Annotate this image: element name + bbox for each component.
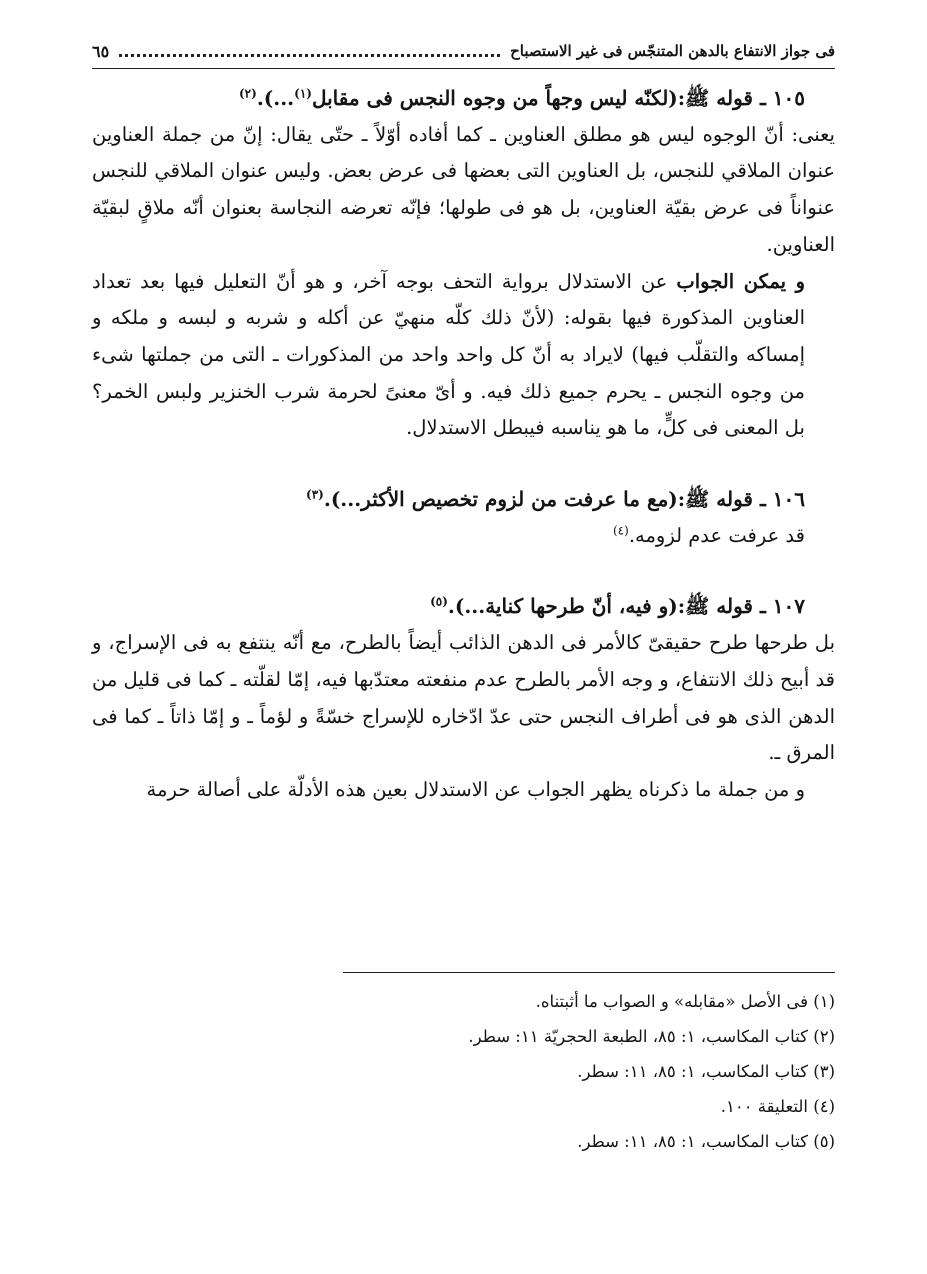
header-leader-dots xyxy=(119,54,500,57)
header-title: فى جواز الانتفاع بالدهن المتنجّس فى غير الاستصباح xyxy=(510,42,835,60)
footnote-separator xyxy=(343,972,835,973)
header-rule xyxy=(92,68,835,69)
section-107-heading: ١٠٧ ـ قوله ﷺ:(و فيه، أنّ طرحها كناية...).$^{(٥)}$ xyxy=(430,594,805,619)
footnote-ref-1[interactable]: (١) xyxy=(294,86,312,101)
section-105-heading: ١٠٥ ـ قوله ﷺ:(لكنّه ليس وجهاً من وجوه النجس فى مقابل$^{(١)}$...).$^{(٢)}$ xyxy=(238,86,805,110)
main-text xyxy=(92,80,835,809)
footnote-ref-2[interactable]: (٢) xyxy=(238,86,257,101)
footnote-5: (٥) كتاب المكاسب، ١: ٨٥، ١١: سطر. xyxy=(577,1132,835,1151)
section-105-paragraph-1: يعنى: أنّ الوجوه ليس هو مطلق العناوين ـ كما أفاده أوّلاً ـ حتّى يقال: إنّ من جملة العناوين عنوان الملاقي للنجس، بل العناوين التى بعضها فى عرض بعض. وليس عنوان الملاقي للنجس عنواناً فى عرض بقيّة العناوين، بل هو فى طولها؛ فإنّه تعرضه النجاسة بعنوان أنّه ملاقٍ لبقيّة العناوين. xyxy=(92,122,835,256)
section-106-paragraph: قد عرفت عدم لزومه.$^{(٤)}$ xyxy=(612,523,805,547)
running-header xyxy=(92,38,835,64)
footnote-ref-5[interactable]: (٥) xyxy=(430,594,448,609)
footnote-ref-4[interactable]: (٤) xyxy=(612,523,629,538)
footnote-ref-3[interactable]: (٣) xyxy=(306,487,324,502)
footnote-3: (٣) كتاب المكاسب، ١: ٨٥، ١١: سطر. xyxy=(577,1062,835,1081)
section-106-heading: ١٠٦ ـ قوله ﷺ:(مع ما عرفت من لزوم تخصيص الأكثر...).$^{(٣)}$ xyxy=(306,487,805,512)
footnote-4: (٤) التعليقة ١٠٠. xyxy=(720,1097,835,1116)
section-105-paragraph-2: و يمكن الجواب عن الاستدلال برواية التحف بوجه آخر، و هو أنّ التعليل فيها بعد تعداد العناوين المذكورة فيها بقوله: (لأنّ ذلك كلّه منهيّ عن أكله و شربه و لبسه و ملكه و إمساكه والتقلّب فيها) لايراد به أنّ كل واحد واحد من المذكورات ـ التى من جملتها شىء من وجوه النجس ـ يحرم جميع ذلك فيه. و أىّ معنىً لحرمة شرب الخنزير ولبس الخمر؟ بل المعنى فى كلٍّ، ما هو يناسبه فيبطل الاستدلال. xyxy=(92,269,806,440)
footnotes xyxy=(92,984,835,1159)
footnote-1: (١) فى الأصل «مقابله» و الصواب ما أثبتناه. xyxy=(535,992,835,1011)
page-number: ٦٥ xyxy=(92,41,110,61)
footnote-2: (٢) كتاب المكاسب، ١: ٨٥، الطبعة الحجريّة ١١: سطر. xyxy=(468,1027,835,1046)
section-107-paragraph-1: بل طرحها طرح حقيقىّ كالأمر فى الدهن الذائب أيضاً بالطرح، مع أنّه ينتفع به فى الإسراج، و قد أبيح ذلك الانتفاع، و وجه الأمر بالطرح عدم منفعته معتدّبها فيه، إمّا لقلّته ـ كما فى قليل من الدهن الذى هو فى أطراف النجس حتى عدّ ادّخاره للإسراج خسّةً و لؤماً ـ و إمّا ذاتاً ـ كما فى المرق ـ. xyxy=(92,631,835,765)
section-107-paragraph-2: و من جملة ما ذكرناه يظهر الجواب عن الاستدلال بعين هذه الأدلّة على أصالة حرمة xyxy=(146,777,805,801)
